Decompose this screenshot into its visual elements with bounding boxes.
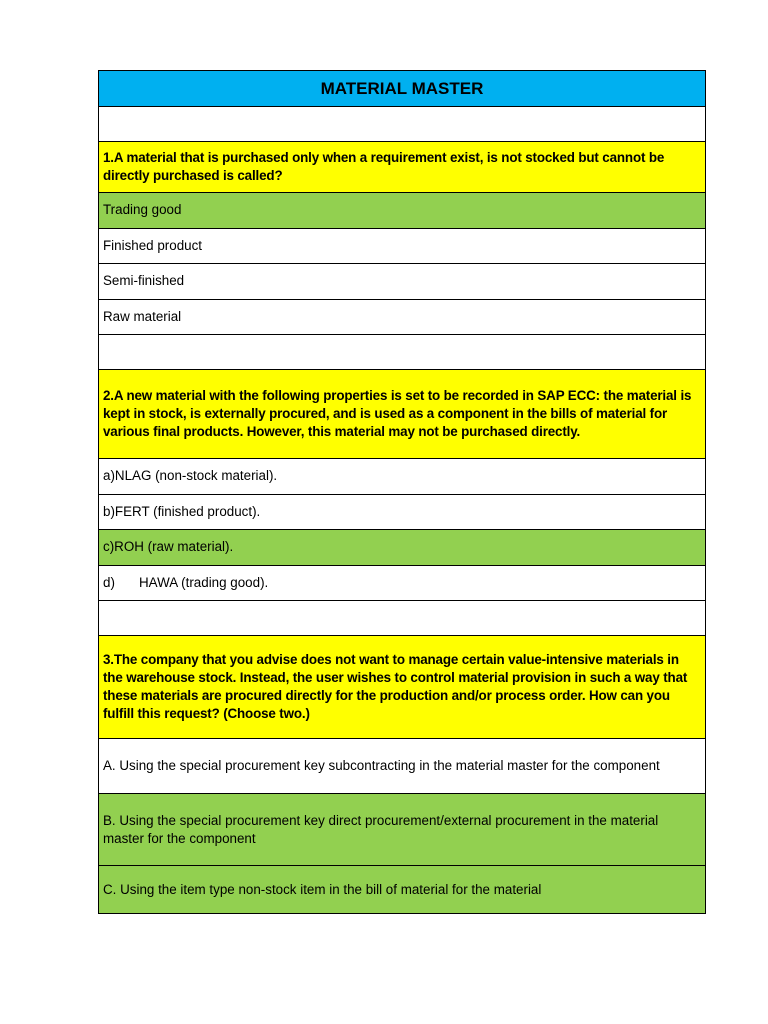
sheet-title: MATERIAL MASTER	[99, 71, 705, 107]
q2-answer-c: c)ROH (raw material).	[99, 530, 705, 566]
q2-answer-b: b)FERT (finished product).	[99, 495, 705, 531]
q1-answer-d: Raw material	[99, 300, 705, 336]
material-master-sheet	[98, 70, 706, 914]
q1-answer-c: Semi-finished	[99, 264, 705, 300]
q2-answer-d-text: HAWA (trading good).	[139, 574, 269, 590]
q2-answer-d	[99, 566, 705, 602]
blank-row	[99, 335, 705, 370]
blank-row	[99, 601, 705, 636]
q1-answer-b: Finished product	[99, 229, 705, 265]
question-3: 3.The company that you advise does not want to manage certain value-intensive materials in the warehouse stock. Instead, the user wishes to control material provision in such a way that these materials are procured directly for the production and/or process order. How can you fulfill this request? (Choose two.)	[99, 636, 705, 739]
q1-answer-a: Trading good	[99, 193, 705, 229]
q2-answer-a: a)NLAG (non-stock material).	[99, 459, 705, 495]
blank-row	[99, 107, 705, 142]
q2-answer-d-prefix: d)	[103, 574, 115, 590]
q3-answer-a: A. Using the special procurement key subcontracting in the material master for the component	[99, 739, 705, 794]
question-2: 2.A new material with the following properties is set to be recorded in SAP ECC: the material is kept in stock, is externally procured, and is used as a component in the bills of material for various final products. However, this material may not be purchased directly.	[99, 370, 705, 459]
q3-answer-c: C. Using the item type non-stock item in the bill of material for the material	[99, 866, 705, 914]
q3-answer-b: B. Using the special procurement key direct procurement/external procurement in the material master for the component	[99, 794, 705, 866]
question-1: 1.A material that is purchased only when a requirement exist, is not stocked but cannot be directly purchased is called?	[99, 142, 705, 193]
